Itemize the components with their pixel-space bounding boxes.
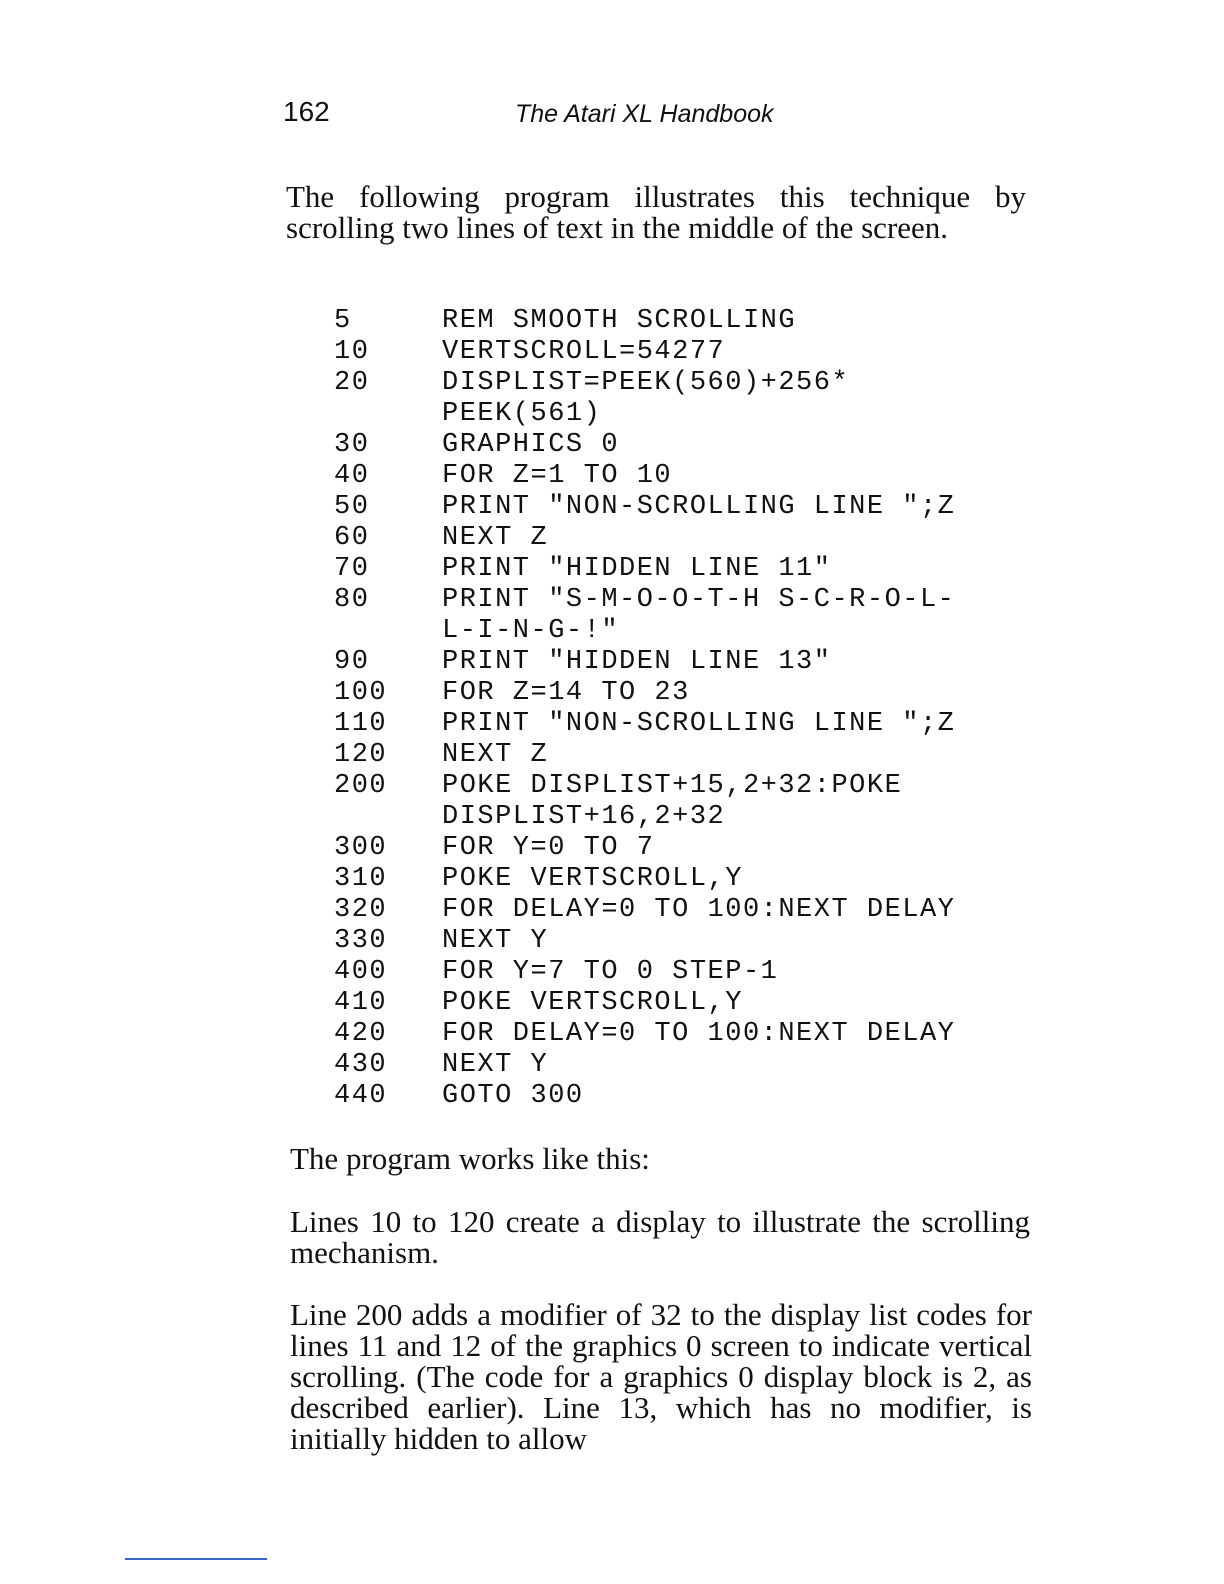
- line-number: 30: [334, 430, 370, 460]
- paragraph-line-200: Line 200 adds a modifier of 32 to the display list codes for lines 11 and 12 of the graphics 0 screen to indicate vertical scrolling. (The code for a graphics 0 display block is 2, as described earlier). Line 13, which has no modifier, is initially hidden to allow: [290, 1297, 1032, 1456]
- line-code: FOR Z=1 TO 10: [442, 461, 673, 491]
- line-number: 40: [334, 461, 370, 491]
- line-number: 330: [334, 926, 388, 956]
- code-line: [334, 678, 1034, 709]
- code-line: [334, 740, 1034, 771]
- line-number: 200: [334, 771, 388, 801]
- code-line: [334, 926, 1034, 957]
- code-line: [334, 833, 1034, 864]
- code-line: [334, 647, 1034, 678]
- code-line: [334, 957, 1034, 988]
- code-line: [334, 492, 1034, 523]
- line-code: POKE DISPLIST+15,2+32:POKE DISPLIST+16,2+32: [442, 771, 903, 832]
- line-number: 90: [334, 647, 370, 677]
- code-line: [334, 988, 1034, 1019]
- code-line: [334, 1050, 1034, 1081]
- line-number: 70: [334, 554, 370, 584]
- line-number: 50: [334, 492, 370, 522]
- line-code: VERTSCROLL=54277: [442, 337, 726, 367]
- code-line: [334, 337, 1034, 368]
- page-number: 162: [283, 96, 330, 127]
- line-code: NEXT Y: [442, 926, 549, 956]
- code-line: [334, 864, 1034, 895]
- line-code: NEXT Y: [442, 1050, 549, 1080]
- line-code: POKE VERTSCROLL,Y: [442, 864, 743, 894]
- line-code: PRINT "S-M-O-O-T-H S-C-R-O-L- L-I-N-G-!": [442, 585, 956, 646]
- code-line: [334, 554, 1034, 585]
- code-line: [334, 523, 1034, 554]
- line-number: 410: [334, 988, 388, 1018]
- line-number: 120: [334, 740, 388, 770]
- footnote-rule: [125, 1558, 267, 1560]
- line-code: PRINT "NON-SCROLLING LINE ";Z: [442, 709, 956, 739]
- line-code: PRINT "NON-SCROLLING LINE ";Z: [442, 492, 956, 522]
- line-number: 420: [334, 1019, 388, 1049]
- line-number: 300: [334, 833, 388, 863]
- program-listing: [334, 306, 1034, 1112]
- line-number: 110: [334, 709, 388, 739]
- code-line: [334, 461, 1034, 492]
- code-line: [334, 306, 1034, 337]
- line-number: 430: [334, 1050, 388, 1080]
- line-number: 440: [334, 1081, 388, 1111]
- code-line: [334, 771, 1034, 833]
- line-code: PRINT "HIDDEN LINE 13": [442, 647, 832, 677]
- line-number: 100: [334, 678, 388, 708]
- line-code: FOR Y=0 TO 7: [442, 833, 655, 863]
- line-code: POKE VERTSCROLL,Y: [442, 988, 743, 1018]
- intro-paragraph: The following program illustrates this technique by scrolling two lines of text in the middle of the screen.: [286, 179, 1026, 245]
- line-number: 60: [334, 523, 370, 553]
- line-code: NEXT Z: [442, 523, 549, 553]
- code-line: [334, 709, 1034, 740]
- line-code: GOTO 300: [442, 1081, 584, 1111]
- line-code: FOR DELAY=0 TO 100:NEXT DELAY: [442, 1019, 956, 1049]
- code-line: [334, 895, 1034, 926]
- running-title: The Atari XL Handbook: [515, 100, 774, 128]
- line-code: REM SMOOTH SCROLLING: [442, 306, 797, 336]
- line-code: DISPLIST=PEEK(560)+256* PEEK(561): [442, 368, 850, 429]
- line-number: 320: [334, 895, 388, 925]
- code-line: [334, 1081, 1034, 1112]
- line-number: 80: [334, 585, 370, 615]
- code-line: [334, 430, 1034, 461]
- line-number: 10: [334, 337, 370, 367]
- line-number: 310: [334, 864, 388, 894]
- line-code: PRINT "HIDDEN LINE 11": [442, 554, 832, 584]
- code-line: [334, 368, 1034, 430]
- line-code: FOR Y=7 TO 0 STEP-1: [442, 957, 779, 987]
- line-number: 20: [334, 368, 370, 398]
- line-code: NEXT Z: [442, 740, 549, 770]
- works-heading: The program works like this:: [290, 1141, 650, 1176]
- code-line: [334, 1019, 1034, 1050]
- paragraph-lines-10-120: Lines 10 to 120 create a display to illustrate the scrolling mechanism.: [290, 1204, 1030, 1270]
- code-line: [334, 585, 1034, 647]
- line-number: 5: [334, 306, 352, 336]
- line-number: 400: [334, 957, 388, 987]
- page-header: [283, 92, 1043, 132]
- line-code: FOR DELAY=0 TO 100:NEXT DELAY: [442, 895, 956, 925]
- line-code: FOR Z=14 TO 23: [442, 678, 690, 708]
- line-code: GRAPHICS 0: [442, 430, 620, 460]
